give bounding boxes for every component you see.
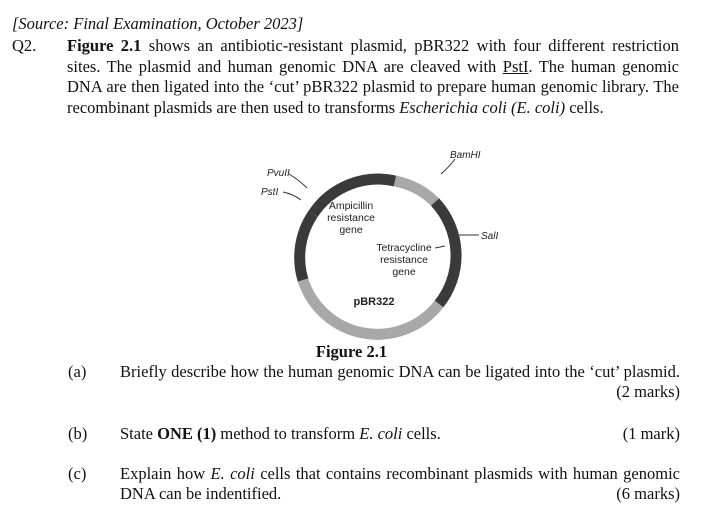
tetracycline-label-3: gene (392, 266, 416, 278)
part-a-line: Briefly describe how the human genomic DNA can be ligated into the ‘cut’ plasmid. (120, 362, 680, 381)
ampicillin-label-1: Ampicillin (328, 200, 374, 212)
part-b-label: (b) (68, 424, 88, 443)
part-b-text-pre: State (120, 424, 158, 443)
part-b-text-mid: method to transform (216, 424, 360, 443)
part-a-marks: (2 marks) (616, 382, 680, 401)
question-number: Q2. (12, 36, 37, 55)
figure-caption: Figure 2.1 (315, 342, 388, 361)
pvuii-tick (289, 174, 307, 188)
part-a-label: (a) (68, 362, 87, 381)
ring-segment-light-top (395, 181, 435, 202)
plasmid-figure (245, 142, 510, 347)
enzyme-name: PstI (502, 56, 529, 76)
psti-tick (283, 192, 301, 200)
tetracycline-label-2: resistance (380, 254, 428, 266)
part-b-marks: (1 mark) (622, 424, 680, 443)
part-a-text (120, 362, 680, 382)
psti-label: PstI (261, 187, 279, 198)
part-b-text-italic: E. coli (359, 424, 403, 443)
source-line: [Source: Final Examination, October 2023] (12, 14, 304, 33)
ring-segment-dark-left (300, 214, 313, 280)
bamhi-tick (441, 159, 455, 174)
part-c-text (120, 464, 680, 504)
pvuii-label: PvuII (267, 168, 290, 179)
sali-label: SalI (481, 231, 499, 242)
part-c-text-pre: Explain how (120, 464, 211, 483)
organism-name: Escherichia coli (E. coli) (399, 97, 566, 117)
part-c-text-post: cells that contains recombinant plasmids with human genomic DNA can be indentified. (120, 464, 680, 503)
question-text-3: cells. (565, 97, 604, 117)
bamhi-label: BamHI (450, 150, 481, 161)
part-c-marks: (6 marks) (616, 484, 680, 503)
plasmid-diagram (245, 142, 510, 347)
tetracycline-pointer (435, 246, 445, 248)
question-text-2: . The human genomic DNA are then ligated into the ‘cut’ pBR322 plasmid to prepare human genomic library. The recombinant plasmids are then used to transforms (67, 56, 679, 117)
question-paragraph (67, 36, 679, 118)
part-c-label: (c) (68, 464, 87, 483)
part-c-text-italic: E. coli (210, 464, 255, 483)
figure-reference: Figure 2.1 (67, 36, 142, 55)
part-b-text-post: cells. (402, 424, 441, 443)
tetracycline-label-1: Tetracycline (376, 242, 432, 254)
plasmid-name-label: pBR322 (353, 296, 395, 308)
part-b-text (120, 424, 680, 444)
part-b-text-bold: ONE (1) (157, 424, 217, 443)
ampicillin-label-3: gene (339, 224, 363, 236)
question-text-1: shows an antibiotic-resistant plasmid, pBR322 with four different restriction sites. The plasmid and human genomic DNA are cleaved with (67, 36, 679, 76)
ring-segment-dark-right (435, 202, 456, 304)
ampicillin-label-2: resistance (327, 212, 375, 224)
